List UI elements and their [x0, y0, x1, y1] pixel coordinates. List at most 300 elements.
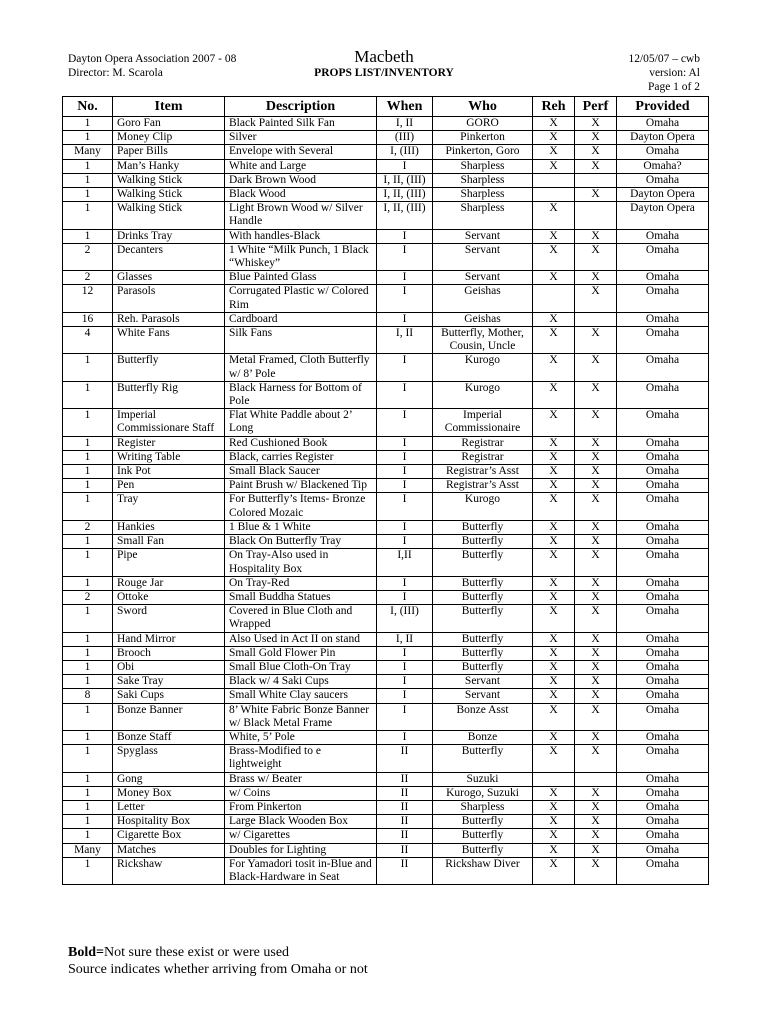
- cell-provided: Omaha: [617, 549, 709, 576]
- cell-perf: X: [575, 605, 617, 632]
- table-row: [63, 815, 709, 829]
- cell-perf: X: [575, 145, 617, 159]
- table-row: [63, 703, 709, 730]
- cell-item: Money Box: [113, 786, 225, 800]
- cell-provided: Omaha: [617, 632, 709, 646]
- column-header-item: Item: [113, 97, 225, 117]
- table-row: [63, 465, 709, 479]
- cell-item: Sake Tray: [113, 675, 225, 689]
- cell-provided: Omaha: [617, 646, 709, 660]
- cell-no: 1: [63, 381, 113, 408]
- cell-no: 1: [63, 188, 113, 202]
- cell-no: 1: [63, 576, 113, 590]
- cell-no: 2: [63, 243, 113, 270]
- cell-no: 1: [63, 549, 113, 576]
- column-header-who: Who: [433, 97, 533, 117]
- cell-item: Butterfly Rig: [113, 381, 225, 408]
- cell-no: 1: [63, 202, 113, 229]
- cell-perf: [575, 772, 617, 786]
- cell-perf: [575, 202, 617, 229]
- cell-who: Butterfly: [433, 815, 533, 829]
- version-line: version: Al: [649, 67, 700, 79]
- cell-provided: Omaha: [617, 436, 709, 450]
- cell-perf: X: [575, 632, 617, 646]
- cell-description: Blue Painted Glass: [225, 271, 377, 285]
- cell-description: Light Brown Wood w/ Silver Handle: [225, 202, 377, 229]
- cell-when: II: [377, 772, 433, 786]
- cell-no: 1: [63, 857, 113, 884]
- cell-who: Registrar: [433, 436, 533, 450]
- cell-provided: Omaha: [617, 660, 709, 674]
- cell-perf: X: [575, 131, 617, 145]
- table-row: [63, 800, 709, 814]
- cell-reh: X: [533, 660, 575, 674]
- legend-note: [68, 944, 368, 961]
- cell-who: Servant: [433, 271, 533, 285]
- cell-item: Register: [113, 436, 225, 450]
- cell-description: Dark Brown Wood: [225, 173, 377, 187]
- cell-item: Butterfly: [113, 354, 225, 381]
- cell-when: I: [377, 520, 433, 534]
- cell-reh: X: [533, 520, 575, 534]
- cell-no: 1: [63, 450, 113, 464]
- cell-item: Saki Cups: [113, 689, 225, 703]
- cell-item: Cigarette Box: [113, 829, 225, 843]
- cell-perf: X: [575, 829, 617, 843]
- cell-description: Flat White Paddle about 2’ Long: [225, 409, 377, 436]
- cell-when: I: [377, 450, 433, 464]
- cell-perf: X: [575, 465, 617, 479]
- cell-when: I: [377, 535, 433, 549]
- table-row: [63, 772, 709, 786]
- cell-perf: [575, 312, 617, 326]
- cell-reh: X: [533, 117, 575, 131]
- cell-item: Decanters: [113, 243, 225, 270]
- cell-no: 1: [63, 660, 113, 674]
- cell-when: I, II, (III): [377, 188, 433, 202]
- table-row: [63, 493, 709, 520]
- cell-provided: Omaha: [617, 745, 709, 772]
- cell-reh: X: [533, 605, 575, 632]
- cell-who: Butterfly: [433, 660, 533, 674]
- table-row: [63, 450, 709, 464]
- cell-description: Paint Brush w/ Blackened Tip: [225, 479, 377, 493]
- cell-description: w/ Cigarettes: [225, 829, 377, 843]
- cell-description: Covered in Blue Cloth and Wrapped: [225, 605, 377, 632]
- column-header-description: Description: [225, 97, 377, 117]
- cell-when: I: [377, 436, 433, 450]
- cell-provided: Omaha: [617, 312, 709, 326]
- cell-item: Ottoke: [113, 590, 225, 604]
- cell-item: Small Fan: [113, 535, 225, 549]
- cell-item: Walking Stick: [113, 173, 225, 187]
- cell-no: 1: [63, 117, 113, 131]
- cell-reh: X: [533, 689, 575, 703]
- cell-item: Rouge Jar: [113, 576, 225, 590]
- cell-provided: Omaha: [617, 857, 709, 884]
- cell-perf: X: [575, 188, 617, 202]
- cell-no: Many: [63, 843, 113, 857]
- cell-no: 1: [63, 436, 113, 450]
- cell-perf: X: [575, 857, 617, 884]
- cell-who: Butterfly: [433, 549, 533, 576]
- cell-who: Servant: [433, 243, 533, 270]
- cell-no: 1: [63, 229, 113, 243]
- source-note: Source indicates whether arriving from Omaha or not: [68, 962, 368, 977]
- cell-reh: X: [533, 465, 575, 479]
- cell-item: Gong: [113, 772, 225, 786]
- table-row: [63, 605, 709, 632]
- cell-who: Registrar’s Asst: [433, 465, 533, 479]
- cell-provided: Omaha: [617, 772, 709, 786]
- cell-who: Butterfly: [433, 590, 533, 604]
- cell-when: I, II, (III): [377, 202, 433, 229]
- cell-who: Imperial Commissionaire: [433, 409, 533, 436]
- cell-description: Black On Butterfly Tray: [225, 535, 377, 549]
- cell-who: Butterfly: [433, 576, 533, 590]
- cell-item: Man’s Hanky: [113, 159, 225, 173]
- cell-reh: X: [533, 436, 575, 450]
- cell-provided: Omaha: [617, 285, 709, 312]
- cell-reh: [533, 285, 575, 312]
- cell-perf: X: [575, 327, 617, 354]
- cell-who: Kurogo: [433, 493, 533, 520]
- cell-no: 1: [63, 479, 113, 493]
- table-row: [63, 730, 709, 744]
- table-row: [63, 312, 709, 326]
- cell-no: 1: [63, 800, 113, 814]
- cell-who: Servant: [433, 675, 533, 689]
- table-row: [63, 381, 709, 408]
- table-row: [63, 159, 709, 173]
- table-row: [63, 535, 709, 549]
- cell-no: 1: [63, 632, 113, 646]
- cell-when: I: [377, 285, 433, 312]
- cell-reh: X: [533, 381, 575, 408]
- cell-description: White, 5’ Pole: [225, 730, 377, 744]
- table-row: [63, 188, 709, 202]
- cell-description: Brass w/ Beater: [225, 772, 377, 786]
- cell-provided: Dayton Opera: [617, 188, 709, 202]
- cell-description: Large Black Wooden Box: [225, 815, 377, 829]
- cell-no: 1: [63, 131, 113, 145]
- cell-item: Pipe: [113, 549, 225, 576]
- cell-when: II: [377, 745, 433, 772]
- cell-description: 1 Blue & 1 White: [225, 520, 377, 534]
- cell-reh: X: [533, 409, 575, 436]
- header-left: [68, 52, 236, 80]
- table-row: [63, 243, 709, 270]
- cell-reh: X: [533, 131, 575, 145]
- cell-when: I: [377, 689, 433, 703]
- cell-perf: X: [575, 730, 617, 744]
- cell-reh: X: [533, 450, 575, 464]
- cell-no: 1: [63, 786, 113, 800]
- cell-when: I: [377, 381, 433, 408]
- cell-item: Drinks Tray: [113, 229, 225, 243]
- table-row: [63, 117, 709, 131]
- table-row: [63, 590, 709, 604]
- table-row: [63, 145, 709, 159]
- cell-description: With handles-Black: [225, 229, 377, 243]
- cell-reh: X: [533, 354, 575, 381]
- table-row: [63, 520, 709, 534]
- cell-perf: X: [575, 576, 617, 590]
- cell-when: II: [377, 800, 433, 814]
- cell-provided: Omaha: [617, 479, 709, 493]
- cell-when: I, (III): [377, 605, 433, 632]
- cell-reh: X: [533, 327, 575, 354]
- cell-no: 12: [63, 285, 113, 312]
- cell-reh: X: [533, 703, 575, 730]
- cell-no: 2: [63, 590, 113, 604]
- cell-when: I, II, (III): [377, 173, 433, 187]
- cell-who: Butterfly: [433, 535, 533, 549]
- cell-perf: X: [575, 354, 617, 381]
- table-row: [63, 409, 709, 436]
- cell-provided: Omaha: [617, 730, 709, 744]
- cell-perf: X: [575, 493, 617, 520]
- cell-provided: Omaha: [617, 271, 709, 285]
- cell-item: Writing Table: [113, 450, 225, 464]
- cell-no: 2: [63, 271, 113, 285]
- cell-provided: Omaha: [617, 605, 709, 632]
- cell-no: 16: [63, 312, 113, 326]
- cell-description: Red Cushioned Book: [225, 436, 377, 450]
- cell-perf: X: [575, 689, 617, 703]
- cell-provided: Omaha: [617, 829, 709, 843]
- cell-when: II: [377, 857, 433, 884]
- cell-no: 1: [63, 605, 113, 632]
- cell-reh: X: [533, 145, 575, 159]
- cell-who: Butterfly: [433, 520, 533, 534]
- cell-when: I: [377, 590, 433, 604]
- cell-reh: X: [533, 576, 575, 590]
- cell-reh: [533, 188, 575, 202]
- cell-who: Sharpless: [433, 173, 533, 187]
- cell-provided: Omaha: [617, 786, 709, 800]
- cell-when: I: [377, 675, 433, 689]
- organization-line: Dayton Opera Association 2007 - 08: [68, 53, 237, 65]
- cell-description: Small Gold Flower Pin: [225, 646, 377, 660]
- table-row: [63, 285, 709, 312]
- cell-perf: X: [575, 243, 617, 270]
- date-line: 12/05/07 – cwb: [628, 53, 700, 65]
- cell-description: White and Large: [225, 159, 377, 173]
- cell-perf: X: [575, 646, 617, 660]
- cell-who: Servant: [433, 689, 533, 703]
- cell-who: Servant: [433, 229, 533, 243]
- cell-item: Sword: [113, 605, 225, 632]
- cell-perf: X: [575, 590, 617, 604]
- cell-when: I: [377, 660, 433, 674]
- cell-item: Brooch: [113, 646, 225, 660]
- cell-provided: Omaha: [617, 327, 709, 354]
- cell-provided: Omaha: [617, 520, 709, 534]
- table-row: [63, 354, 709, 381]
- cell-description: Corrugated Plastic w/ Colored Rim: [225, 285, 377, 312]
- cell-who: Bonze Asst: [433, 703, 533, 730]
- cell-description: On Tray-Red: [225, 576, 377, 590]
- cell-no: 1: [63, 829, 113, 843]
- table-row: [63, 202, 709, 229]
- cell-no: 8: [63, 689, 113, 703]
- cell-reh: X: [533, 590, 575, 604]
- table-row: [63, 660, 709, 674]
- cell-reh: X: [533, 493, 575, 520]
- table-row: [63, 675, 709, 689]
- cell-who: Pinkerton: [433, 131, 533, 145]
- cell-provided: Omaha: [617, 465, 709, 479]
- cell-who: Sharpless: [433, 188, 533, 202]
- cell-no: 1: [63, 772, 113, 786]
- cell-description: From Pinkerton: [225, 800, 377, 814]
- table-row: [63, 786, 709, 800]
- column-header-no: No.: [63, 97, 113, 117]
- cell-item: Matches: [113, 843, 225, 857]
- cell-description: Small Buddha Statues: [225, 590, 377, 604]
- cell-description: For Yamadori tosit in-Blue and Black-Hardware in Seat: [225, 857, 377, 884]
- column-header-provided: Provided: [617, 97, 709, 117]
- cell-reh: X: [533, 243, 575, 270]
- cell-when: II: [377, 815, 433, 829]
- cell-item: Bonze Staff: [113, 730, 225, 744]
- cell-reh: X: [533, 202, 575, 229]
- cell-provided: Omaha: [617, 243, 709, 270]
- cell-when: II: [377, 786, 433, 800]
- table-row: [63, 745, 709, 772]
- table-row: [63, 327, 709, 354]
- cell-reh: X: [533, 632, 575, 646]
- cell-description: Also Used in Act II on stand: [225, 632, 377, 646]
- table-row: [63, 549, 709, 576]
- cell-item: Obi: [113, 660, 225, 674]
- footer-notes: [68, 944, 368, 978]
- table-row: [63, 843, 709, 857]
- cell-item: Glasses: [113, 271, 225, 285]
- cell-item: Tray: [113, 493, 225, 520]
- table-row: [63, 173, 709, 187]
- cell-no: 1: [63, 465, 113, 479]
- cell-provided: Omaha: [617, 354, 709, 381]
- legend-bold-label: Bold=: [68, 945, 104, 960]
- cell-provided: Omaha: [617, 229, 709, 243]
- cell-provided: Dayton Opera: [617, 131, 709, 145]
- cell-who: Rickshaw Diver: [433, 857, 533, 884]
- cell-perf: [575, 173, 617, 187]
- cell-description: Small White Clay saucers: [225, 689, 377, 703]
- table-row: [63, 829, 709, 843]
- cell-item: Ink Pot: [113, 465, 225, 479]
- cell-reh: X: [533, 646, 575, 660]
- cell-no: 1: [63, 493, 113, 520]
- cell-description: Silver: [225, 131, 377, 145]
- cell-item: Pen: [113, 479, 225, 493]
- cell-item: Reh. Parasols: [113, 312, 225, 326]
- cell-who: Geishas: [433, 285, 533, 312]
- cell-provided: Omaha: [617, 590, 709, 604]
- cell-reh: X: [533, 843, 575, 857]
- cell-when: I: [377, 493, 433, 520]
- cell-when: I: [377, 159, 433, 173]
- cell-perf: X: [575, 479, 617, 493]
- cell-description: Cardboard: [225, 312, 377, 326]
- column-header-perf: Perf: [575, 97, 617, 117]
- cell-no: 1: [63, 703, 113, 730]
- cell-provided: Omaha: [617, 843, 709, 857]
- cell-no: 1: [63, 159, 113, 173]
- cell-perf: X: [575, 285, 617, 312]
- cell-description: Silk Fans: [225, 327, 377, 354]
- cell-who: Butterfly: [433, 605, 533, 632]
- cell-no: 1: [63, 173, 113, 187]
- cell-when: I: [377, 354, 433, 381]
- column-header-when: When: [377, 97, 433, 117]
- cell-item: Letter: [113, 800, 225, 814]
- cell-no: 1: [63, 354, 113, 381]
- cell-no: 1: [63, 409, 113, 436]
- cell-who: Registrar’s Asst: [433, 479, 533, 493]
- cell-item: Bonze Banner: [113, 703, 225, 730]
- cell-provided: Omaha: [617, 409, 709, 436]
- table-row: [63, 646, 709, 660]
- cell-description: 1 White “Milk Punch, 1 Black “Whiskey”: [225, 243, 377, 270]
- cell-perf: X: [575, 409, 617, 436]
- cell-who: Sharpless: [433, 800, 533, 814]
- cell-provided: Omaha: [617, 800, 709, 814]
- cell-who: Butterfly: [433, 829, 533, 843]
- table-row: [63, 131, 709, 145]
- cell-when: I: [377, 479, 433, 493]
- header-right: [628, 52, 700, 94]
- cell-description: Black Harness for Bottom of Pole: [225, 381, 377, 408]
- cell-provided: Omaha: [617, 689, 709, 703]
- cell-perf: X: [575, 800, 617, 814]
- cell-perf: X: [575, 229, 617, 243]
- props-table: [62, 96, 709, 885]
- cell-when: II: [377, 829, 433, 843]
- cell-item: Paper Bills: [113, 145, 225, 159]
- cell-who: Geishas: [433, 312, 533, 326]
- table-row: [63, 229, 709, 243]
- cell-description: Black Painted Silk Fan: [225, 117, 377, 131]
- document-subtitle: PROPS LIST/INVENTORY: [314, 67, 454, 79]
- cell-when: I: [377, 576, 433, 590]
- cell-description: On Tray-Also used in Hospitality Box: [225, 549, 377, 576]
- cell-no: 1: [63, 646, 113, 660]
- cell-description: 8’ White Fabric Bonze Banner w/ Black Metal Frame: [225, 703, 377, 730]
- cell-item: White Fans: [113, 327, 225, 354]
- cell-reh: X: [533, 815, 575, 829]
- cell-description: Small Black Saucer: [225, 465, 377, 479]
- cell-reh: X: [533, 800, 575, 814]
- cell-description: Brass-Modified to e lightweight: [225, 745, 377, 772]
- cell-perf: X: [575, 843, 617, 857]
- cell-perf: X: [575, 745, 617, 772]
- cell-provided: Omaha: [617, 675, 709, 689]
- cell-when: I: [377, 730, 433, 744]
- cell-who: Kurogo, Suzuki: [433, 786, 533, 800]
- cell-description: Doubles for Lighting: [225, 843, 377, 857]
- cell-provided: Omaha: [617, 450, 709, 464]
- cell-item: Hospitality Box: [113, 815, 225, 829]
- cell-reh: X: [533, 675, 575, 689]
- cell-description: w/ Coins: [225, 786, 377, 800]
- cell-reh: X: [533, 479, 575, 493]
- column-header-reh: Reh: [533, 97, 575, 117]
- cell-perf: X: [575, 703, 617, 730]
- cell-who: GORO: [433, 117, 533, 131]
